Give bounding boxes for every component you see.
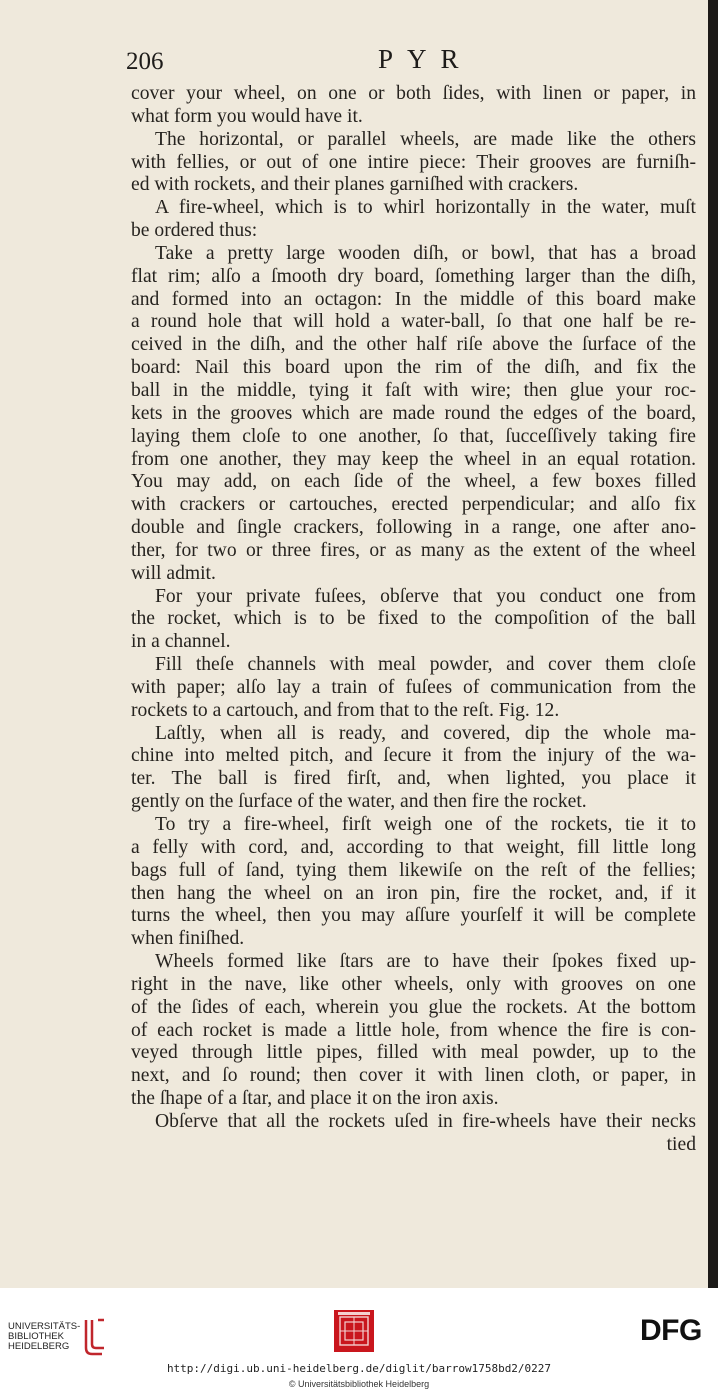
text-line: Fill theſe channels with meal powder, and cover them cloſe — [155, 654, 696, 676]
text-line: ed with rockets, and their planes garniſhed with crackers. — [131, 174, 579, 196]
text-line: of each rocket is made a little hole, from whence the fire is con- — [131, 1019, 696, 1041]
text-line: flat rim; alſo a ſmooth dry board, ſomething larger than the diſh, — [131, 265, 696, 287]
text-line: To try a fire-wheel, firſt weigh one of the rockets, tie it to — [155, 814, 696, 835]
library-name-line-1: UNIVERSITÄTS- — [8, 1321, 81, 1332]
text-line: kets in the grooves which are made round the edges of the board, — [131, 402, 696, 424]
dfg-logo: DFG — [640, 1314, 702, 1347]
digital-seal-icon — [334, 1310, 374, 1352]
library-name-line-3: HEIDELBERG — [8, 1341, 70, 1352]
text-line: with crackers or cartouches, erected perpendicular; and alſo fix — [131, 494, 696, 516]
page-number: 206 — [126, 48, 164, 75]
text-line: A fire-wheel, which is to whirl horizontally in the water, muſt — [155, 197, 696, 219]
copyright-notice: © Universitätsbibliothek Heidelberg — [288, 1379, 430, 1389]
text-line: Wheels formed like ſtars are to have their ſpokes fixed up- — [155, 951, 696, 973]
text-line: For your private fuſees, obſerve that you conduct one from — [155, 585, 696, 607]
text-line: rockets to a cartouch, and from that to the reſt. Fig. 12. — [131, 699, 560, 721]
text-line: bags full of ſand, tying them likewiſe on the reſt of the fellies; — [131, 859, 696, 881]
text-line: chine into melted pitch, and ſecure it from the injury of the wa- — [131, 745, 696, 767]
text-line: from one another, they may keep the wheel in an equal rotation. — [131, 448, 696, 470]
text-line: The horizontal, or parallel wheels, are made like the others — [155, 128, 696, 150]
catchword: tied — [666, 1133, 696, 1155]
text-line: will admit. — [131, 562, 216, 584]
ub-heidelberg-logo — [8, 1316, 104, 1360]
source-url[interactable]: http://digi.ub.uni-heidelberg.de/diglit/barrow1758bd2/0227 — [166, 1362, 552, 1375]
text-line: and formed into an octagon: In the middle of this board make — [131, 288, 696, 310]
text-line: ceived in the diſh, and the other half riſe above the ſurface of the — [131, 334, 696, 356]
text-line: next, and ſo round; then cover it with linen cloth, or paper, in — [131, 1065, 696, 1087]
text-line: with paper; alſo lay a train of fuſees of communication from the — [131, 676, 696, 698]
text-line: the rocket, which is to be fixed to the compoſition of the ball — [131, 608, 696, 630]
text-line: double and ſingle crackers, following in a range, one after ano- — [131, 517, 696, 539]
text-line: Laſtly, when all is ready, and covered, dip the whole ma- — [155, 722, 696, 744]
text-line: laying them cloſe to one another, ſo that, ſucceſſively taking fire — [131, 425, 696, 447]
text-line: You may add, on each ſide of the wheel, a few boxes filled — [131, 471, 696, 493]
text-line: Take a pretty large wooden diſh, or bowl, that has a broad — [155, 242, 696, 264]
text-line: a round hole that will hold a water-ball, ſo that one half be re- — [131, 311, 696, 333]
text-line: a felly with cord, and, according to that weight, fill little long — [131, 836, 696, 858]
text-line: then hang the wheel on an iron pin, fire the rocket, and, if it — [131, 882, 696, 904]
library-mark-icon — [82, 1318, 106, 1356]
text-line: with fellies, or out of one intire piece: Their grooves are furniſh- — [131, 151, 696, 173]
text-line: right in the nave, like other wheels, only with grooves on one — [131, 973, 696, 995]
text-line: when finiſhed. — [131, 928, 245, 950]
text-line: of the ſides of each, wherein you glue the rockets. At the bottom — [131, 996, 696, 1018]
text-line: ter. The ball is fired firſt, and, when lighted, you place it — [131, 768, 696, 790]
footer — [0, 1288, 718, 1390]
text-line: be ordered thus: — [131, 220, 258, 242]
body-text — [131, 83, 696, 1157]
text-line: ball in the middle, tying it faſt with wire; then glue your roc- — [131, 379, 696, 401]
text-line: ther, for two or three fires, or as many as the extent of the wheel — [131, 539, 696, 561]
text-line: Obſerve that all the rockets uſed in fire-wheels have their necks — [155, 1110, 696, 1132]
page-edge-shadow — [708, 0, 718, 1288]
text-line: the ſhape of a ſtar, and place it on the iron axis. — [131, 1088, 499, 1110]
text-line: veyed through little pipes, filled with meal powder, up to the — [131, 1042, 696, 1064]
library-name-line-2: BIBLIOTHEK — [8, 1331, 64, 1342]
text-line: what form you would have it. — [131, 105, 363, 127]
text-line: board: Nail this board upon the rim of the diſh, and fix the — [131, 357, 696, 379]
text-line: in a channel. — [131, 631, 231, 653]
text-line: gently on the ſurface of the water, and then fire the rocket. — [131, 791, 587, 813]
text-line: turns the wheel, then you may aſſure yourſelf it will be complete — [131, 905, 696, 927]
text-line: cover your wheel, on one or both ſides, with linen or paper, in — [131, 83, 696, 104]
running-head: PYR — [378, 44, 473, 74]
